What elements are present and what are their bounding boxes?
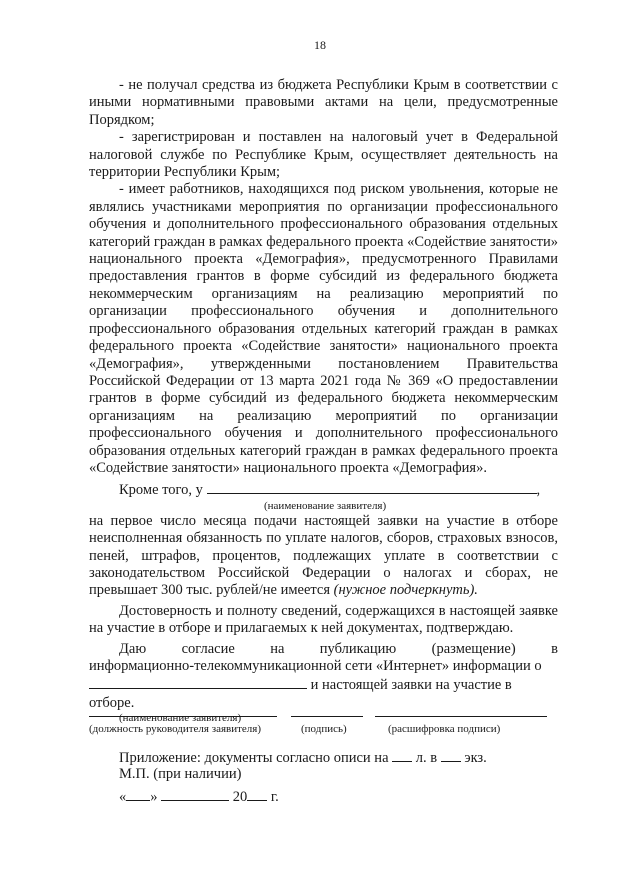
attachment-copies-line[interactable]	[441, 748, 461, 762]
attachment-text-c: экз.	[464, 750, 487, 767]
attachment-text-a: Приложение: документы согласно описи на	[119, 750, 389, 767]
consent-word-3: на	[270, 640, 285, 657]
signature-caption: (подпись)	[301, 723, 347, 735]
attachment-text-b: л. в	[415, 750, 438, 767]
besides-line	[89, 480, 558, 499]
date-year-line[interactable]	[247, 787, 267, 801]
paragraph-employees: - имеет работников, находящихся под риском увольнения, которые не являлись участниками мероприятия по организации профессионального обучения и дополнительного профессионального образования отдельных категорий граждан в рамках федерального проекта «Содействие занятости» национального проекта «Демография», предусмотренного Правилами предоставления грантов в форме субсидий из федерального бюджета некоммерческим организациям на реализацию мероприятий по организации профессионального обучения и дополнительного профессионального образования отдельных категорий граждан в рамках федерального проекта «Содействие занятости» национального проекта «Демография», утвержденными постановлением Правительства Российской Федерации от 13 марта 2021 года № 369 «О предоставлении грантов в форме субсидий из федерального бюджета некоммерческим организациям на реализацию мероприятий по организации профессионального обучения и дополнительного профессионального образования отдельных категорий граждан в рамках федерального проекта «Содействие занятости» национального проекта «Демография».	[89, 181, 558, 476]
page-number: 18	[314, 38, 326, 52]
applicant-name-caption: (наименование заявителя)	[264, 499, 387, 512]
besides-trail: ,	[536, 482, 541, 499]
date-year-suffix: г.	[270, 789, 279, 805]
position-line[interactable]	[89, 716, 277, 717]
signature-line[interactable]	[291, 716, 363, 717]
besides-lead: Кроме того, у	[119, 482, 203, 499]
applicant-name-line[interactable]	[207, 480, 537, 494]
decoding-line[interactable]	[375, 716, 547, 717]
obligation-text: на первое число месяца подачи настоящей заявки на участие в отборе неисполненная обязанность по уплате налогов, сборов, страховых взносов, пеней, штрафов, процентов, подлежащих уплате в соответствии с законодательством Российской Федерации о налогах и сборах, не превышает 300 тыс. рублей/не имеется	[89, 512, 558, 599]
paragraph-tax-registration: - зарегистрирован и поставлен на налоговый учет в Федеральной налоговой службе по Республике Крым, осуществляет деятельность на территории Республики Крым;	[89, 129, 558, 181]
consent-word-6: в	[551, 640, 558, 657]
signature-row	[89, 702, 559, 742]
consent-line	[89, 641, 558, 658]
date-line	[119, 787, 279, 806]
consent-word-2: согласие	[181, 640, 235, 657]
date-month-line[interactable]	[161, 787, 229, 801]
consent-line-2: информационно-телекоммуникационной сети «Интернет» информации о	[89, 658, 542, 674]
attachment-line	[89, 748, 558, 767]
paragraph-obligation	[89, 513, 558, 600]
consent-applicant-line[interactable]	[89, 675, 307, 689]
date-day-line[interactable]	[126, 787, 150, 801]
obligation-note: (нужное подчеркнуть).	[333, 582, 478, 599]
decoding-caption: (расшифровка подписи)	[388, 723, 501, 735]
date-open-quote: «	[119, 789, 127, 805]
consent-word-5: (размещение)	[431, 640, 516, 657]
date-year-prefix: 20	[232, 789, 248, 805]
paragraph-reliability: Достоверность и полноту сведений, содержащихся в настоящей заявке на участие в отборе и прилагаемых к ней документах, подтверждаю.	[89, 602, 558, 637]
consent-applicant-caption: (наименование заявителя)	[119, 712, 242, 725]
document-body	[89, 77, 558, 768]
stamp-placeholder: М.П. (при наличии)	[119, 766, 242, 782]
attachment-pages-line[interactable]	[392, 748, 412, 762]
consent-tail: и настоящей заявки на участие в отборе.	[89, 677, 512, 711]
consent-word-1: Даю	[119, 640, 147, 657]
date-close-quote: »	[150, 789, 158, 805]
consent-word-4: публикацию	[319, 640, 397, 657]
paragraph-budget: - не получал средства из бюджета Республики Крым в соответствии с иными нормативными правовыми актами на цели, предусмотренные Порядком;	[89, 77, 558, 128]
position-caption: (должность руководителя заявителя)	[89, 723, 262, 735]
